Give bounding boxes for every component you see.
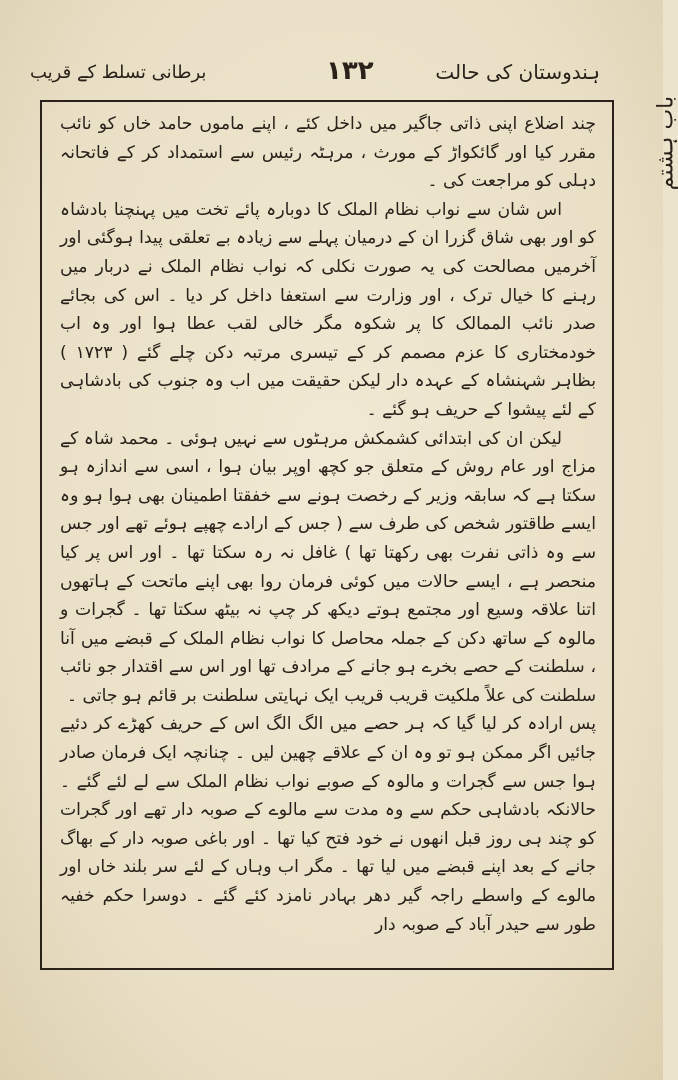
body-text bbox=[60, 110, 596, 956]
running-title-left: برطانی تسلط کے قریب bbox=[30, 62, 207, 83]
paragraph: اس شان سے نواب نظام الملک کا دوبارہ پائے تخت میں پہنچنا بادشاہ کو اور بھی شاق گزرا ان کے درمیان پہلے سے زیادہ بے تعلقی پیدا ہوگئی اور آخرمیں مصالحت کی یہ صورت نکلی کہ نواب نظام الملک نے دربار میں رہنے کا خیال ترک ، اور وزارت سے استعفا داخل کر دیا ۔ اس کی بجائے صدر نائب الممالک کا پر شکوہ مگر خالی لقب عطا ہوا اور وہ اب خودمختاری کا عزم مصمم کر کے تیسری مرتبہ دکن چلے گئے ( ۱۷۲۳ ) بظاہر شہنشاہ کے عہدہ دار لیکن حقیقت میں اب وہ جنوب کی بادشاہی کے لئے پیشوا کے حریف ہو گئے ۔ bbox=[60, 199, 596, 420]
page-number: ۱۳۲ bbox=[326, 56, 374, 86]
chapter-label: باب ہشتم bbox=[653, 96, 678, 191]
running-title-right: ہندوستان کی حالت bbox=[435, 60, 600, 84]
paragraph: چند اضلاع اپنی ذاتی جاگیر میں داخل کئے ، اپنے ماموں حامد خاں کو نائب مقرر کیا اور گائکواڑ کے مورث ، مرہٹہ رئیس سے استمداد کر کے فاتحانہ دہلی کو مراجعت کی ۔ bbox=[60, 114, 596, 192]
paragraph: لیکن ان کی ابتدائی کشمکش مرہٹوں سے نہیں ہوئی ۔ محمد شاہ کے مزاج اور عام روش کے متعلق جو کچھ اوپر بیان ہوا ، اسی سے اندازہ ہو سکتا ہے کہ سابقہ وزیر کے رخصت ہونے سے خفقتا اطمینان بھی ہوا ہو وہ ایسے طاقتور شخص کی طرف سے ( جس کے ارادے چھپے ہوئے تھے اور جس سے وہ ذاتی نفرت بھی رکھتا تھا ) غافل نہ رہ سکتا تھا ۔ اور اس پر کیا منحصر ہے ، ایسے حالات میں کوئی فرمان روا بھی اپنے ماتحت کے ہاتھوں اتنا علاقہ وسیع اور مجتمع ہوتے دیکھ کر چپ نہ بیٹھ سکتا تھا ۔ گجرات و مالوہ کے ساتھ دکن کے جملہ محاصل کا نواب نظام الملک کے قبضے میں آنا ، سلطنت کے حصے بخرے ہو جانے کے مرادف تھا اور اس سے اقتدار جو نائب سلطنت کی علاً ملکیت قریب قریب ایک نہایتی سلطنت بر قائم ہو جاتی ۔ bbox=[60, 428, 596, 706]
paragraph: پس ارادہ کر لیا گیا کہ ہر حصے میں الگ الگ اس کے حریف کھڑے کر دئیے جائیں اگر ممکن ہو تو وہ ان کے علاقے چھین لیں ۔ چنانچہ ایک فرمان صادر ہوا جس سے گجرات و مالوہ کے صوبے نواب نظام الملک سے لے لئے گئے ۔ حالانکہ بادشاہی حکم سے وہ مدت سے مالوے کے صوبہ دار تھے اور گجرات کو چند ہی روز قبل انھوں نے خود فتح کیا تھا ۔ اور باغی صوبہ دار کے بھاگ جانے کے بعد اپنے قبضے میں لیا تھا ۔ مگر اب وہاں کے لئے سر بلند خاں اور مالوے کے واسطے راجہ گیر دھر بہادر نامزد کئے گئے ۔ دوسرا حکم خفیہ طور سے حیدر آباد کے صوبہ دار bbox=[60, 714, 596, 935]
page-header bbox=[30, 58, 640, 92]
